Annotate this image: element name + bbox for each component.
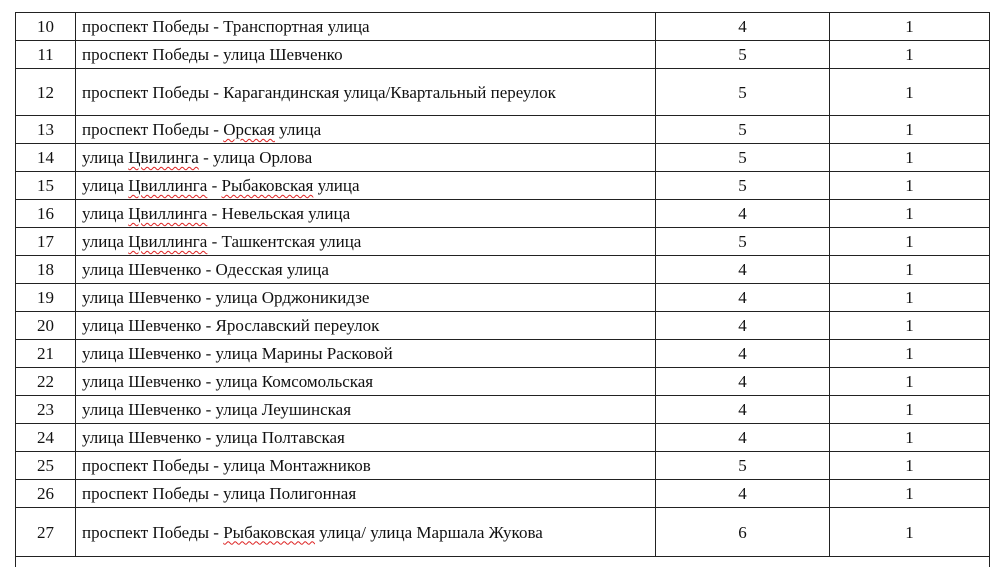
value-col-4: 1	[830, 41, 990, 69]
value-col-3: 5	[656, 144, 830, 172]
value-col-4: 1	[830, 116, 990, 144]
intersection-name	[76, 116, 656, 144]
intersection-name	[76, 452, 656, 480]
table-row	[16, 452, 990, 480]
spellcheck-flagged-word: Цвиллинга	[128, 232, 207, 251]
name-text: проспект Победы - Транспортная улица	[82, 17, 370, 36]
row-number: 16	[16, 200, 76, 228]
value-col-3: 4	[656, 424, 830, 452]
document-page	[15, 12, 989, 567]
value-col-3: 5	[656, 172, 830, 200]
value-col-3: 5	[656, 69, 830, 116]
name-text: улица Шевченко - улица Марины Расковой	[82, 344, 393, 363]
value-col-4: 1	[830, 452, 990, 480]
name-text: - улица Орлова	[199, 148, 312, 167]
table-body	[16, 13, 990, 567]
empty-cell	[16, 557, 990, 567]
table-row	[16, 368, 990, 396]
table-row	[16, 13, 990, 41]
value-col-3: 5	[656, 452, 830, 480]
value-col-4: 1	[830, 172, 990, 200]
name-text: проспект Победы -	[82, 523, 223, 542]
intersections-table	[15, 12, 990, 567]
value-col-4: 1	[830, 69, 990, 116]
intersection-name	[76, 312, 656, 340]
spellcheck-flagged-word: Цвиллинга	[128, 176, 207, 195]
row-number: 27	[16, 508, 76, 557]
value-col-4: 1	[830, 508, 990, 557]
row-number: 10	[16, 13, 76, 41]
value-col-3: 4	[656, 368, 830, 396]
table-row	[16, 424, 990, 452]
name-text: улица Шевченко - улица Леушинская	[82, 400, 351, 419]
table-row	[16, 228, 990, 256]
row-number: 18	[16, 256, 76, 284]
value-col-3: 5	[656, 41, 830, 69]
intersection-name	[76, 228, 656, 256]
table-row	[16, 396, 990, 424]
value-col-4: 1	[830, 284, 990, 312]
name-text: проспект Победы - улица Полигонная	[82, 484, 356, 503]
table-row	[16, 41, 990, 69]
spellcheck-flagged-word: Цвиллинга	[128, 204, 207, 223]
value-col-4: 1	[830, 312, 990, 340]
value-col-4: 1	[830, 396, 990, 424]
spellcheck-flagged-word: Цвилинга	[128, 148, 199, 167]
table-row	[16, 256, 990, 284]
intersection-name	[76, 41, 656, 69]
intersection-name	[76, 172, 656, 200]
name-text: - Невельская улица	[207, 204, 350, 223]
value-col-4: 1	[830, 368, 990, 396]
intersection-name	[76, 284, 656, 312]
intersection-name	[76, 340, 656, 368]
intersection-name	[76, 69, 656, 116]
row-number: 20	[16, 312, 76, 340]
value-col-4: 1	[830, 200, 990, 228]
row-number: 11	[16, 41, 76, 69]
intersection-name	[76, 424, 656, 452]
value-col-3: 4	[656, 284, 830, 312]
name-text: - Ташкентская улица	[207, 232, 361, 251]
row-number: 22	[16, 368, 76, 396]
row-number: 19	[16, 284, 76, 312]
table-row	[16, 340, 990, 368]
value-col-4: 1	[830, 424, 990, 452]
value-col-4: 1	[830, 13, 990, 41]
intersection-name	[76, 144, 656, 172]
table-row	[16, 508, 990, 557]
name-text: улица	[82, 176, 128, 195]
row-number: 12	[16, 69, 76, 116]
intersection-name	[76, 13, 656, 41]
value-col-3: 4	[656, 256, 830, 284]
row-number: 26	[16, 480, 76, 508]
table-row	[16, 480, 990, 508]
row-number: 24	[16, 424, 76, 452]
spellcheck-flagged-word: Рыбаковская	[222, 176, 314, 195]
name-text: улица	[275, 120, 321, 139]
name-text: улица Шевченко - улица Комсомольская	[82, 372, 373, 391]
name-text: улица	[313, 176, 359, 195]
row-number: 17	[16, 228, 76, 256]
table-row	[16, 116, 990, 144]
value-col-4: 1	[830, 144, 990, 172]
value-col-4: 1	[830, 340, 990, 368]
row-number: 25	[16, 452, 76, 480]
table-row	[16, 144, 990, 172]
name-text: улица	[82, 204, 128, 223]
value-col-3: 4	[656, 340, 830, 368]
name-text: улица/ улица Маршала Жукова	[315, 523, 543, 542]
row-number: 23	[16, 396, 76, 424]
intersection-name	[76, 480, 656, 508]
name-text: улица	[82, 148, 128, 167]
row-number: 14	[16, 144, 76, 172]
table-row	[16, 200, 990, 228]
value-col-3: 6	[656, 508, 830, 557]
value-col-4: 1	[830, 228, 990, 256]
row-number: 15	[16, 172, 76, 200]
name-text: улица Шевченко - Ярославский переулок	[82, 316, 379, 335]
value-col-3: 5	[656, 228, 830, 256]
name-text: проспект Победы -	[82, 120, 223, 139]
name-text: улица Шевченко - Одесская улица	[82, 260, 329, 279]
row-number: 13	[16, 116, 76, 144]
value-col-3: 4	[656, 312, 830, 340]
intersection-name	[76, 396, 656, 424]
name-text: улица Шевченко - улица Полтавская	[82, 428, 345, 447]
name-text: проспект Победы - улица Шевченко	[82, 45, 343, 64]
table-row-empty	[16, 557, 990, 567]
value-col-3: 4	[656, 13, 830, 41]
intersection-name	[76, 508, 656, 557]
intersection-name	[76, 368, 656, 396]
row-number: 21	[16, 340, 76, 368]
intersection-name	[76, 256, 656, 284]
table-row	[16, 284, 990, 312]
value-col-3: 4	[656, 396, 830, 424]
intersection-name	[76, 200, 656, 228]
name-text: проспект Победы - улица Монтажников	[82, 456, 371, 475]
value-col-4: 1	[830, 480, 990, 508]
table-row	[16, 69, 990, 116]
name-text: улица Шевченко - улица Орджоникидзе	[82, 288, 369, 307]
name-text: -	[207, 176, 221, 195]
table-row	[16, 172, 990, 200]
spellcheck-flagged-word: Орская	[223, 120, 275, 139]
value-col-3: 4	[656, 200, 830, 228]
value-col-3: 4	[656, 480, 830, 508]
spellcheck-flagged-word: Рыбаковская	[223, 523, 315, 542]
name-text: улица	[82, 232, 128, 251]
value-col-3: 5	[656, 116, 830, 144]
table-row	[16, 312, 990, 340]
value-col-4: 1	[830, 256, 990, 284]
name-text: проспект Победы - Карагандинская улица/Квартальный переулок	[82, 83, 556, 102]
